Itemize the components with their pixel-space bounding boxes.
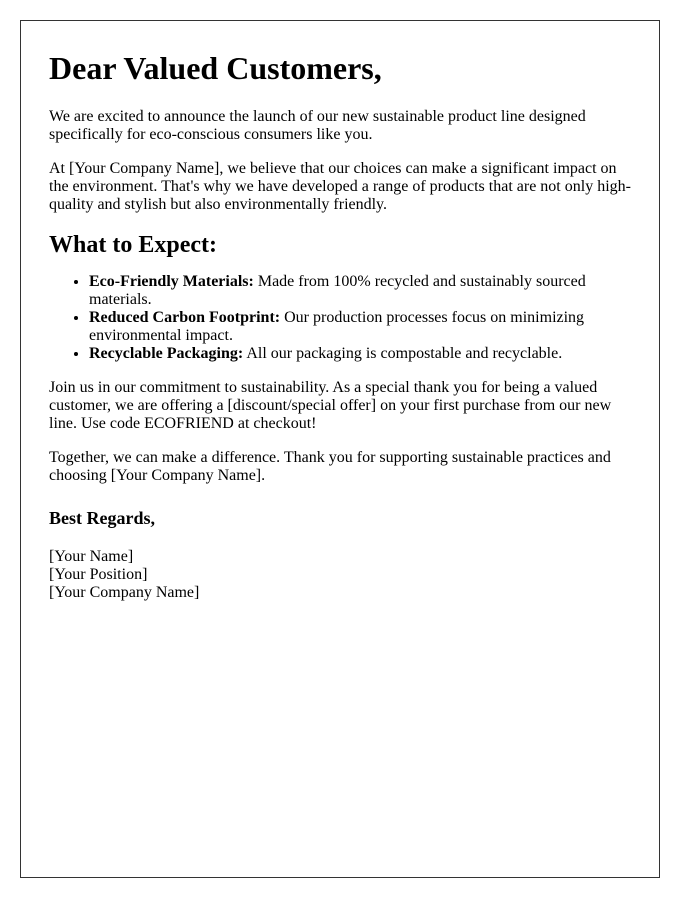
closing-paragraph: Together, we can make a difference. Thank you for supporting sustainable practices and choosing [Your Company Name]. bbox=[49, 448, 611, 484]
feature-title: Recyclable Packaging: bbox=[89, 344, 244, 362]
feature-list bbox=[49, 273, 631, 363]
feature-item bbox=[89, 273, 631, 309]
signature-position: [Your Position] bbox=[49, 566, 148, 584]
feature-text: All our packaging is compostable and recyclable. bbox=[243, 344, 563, 362]
feature-text: Made from 100% recycled and sustainably sourced materials. bbox=[89, 272, 586, 308]
belief-paragraph: At [Your Company Name], we believe that our choices can make a significant impact on the environment. That's why we have developed a range of products that are not only high-quality and stylish but also environmentally friendly. bbox=[49, 160, 631, 214]
signature-company: [Your Company Name] bbox=[49, 584, 200, 602]
feature-text: Our production processes focus on minimizing environmental impact. bbox=[89, 308, 585, 344]
feature-item bbox=[89, 345, 631, 363]
feature-title: Reduced Carbon Footprint: bbox=[89, 308, 281, 326]
intro-paragraph: We are excited to announce the launch of our new sustainable product line designed specifically for eco-conscious consumers like you. bbox=[49, 108, 586, 144]
feature-item bbox=[89, 309, 631, 345]
signature-block bbox=[49, 548, 631, 602]
greeting-heading: Dear Valued Customers, bbox=[49, 50, 382, 86]
feature-title: Eco-Friendly Materials: bbox=[89, 272, 254, 290]
letter-page bbox=[20, 20, 660, 878]
expect-heading: What to Expect: bbox=[49, 232, 217, 259]
offer-paragraph: Join us in our commitment to sustainability. As a special thank you for being a valued customer, we are offering a [discount/special offer] on your first purchase from our new line. Use code ECOFRIEND at checkout! bbox=[49, 378, 612, 432]
regards-heading: Best Regards, bbox=[49, 507, 155, 528]
signature-name: [Your Name] bbox=[49, 548, 134, 566]
